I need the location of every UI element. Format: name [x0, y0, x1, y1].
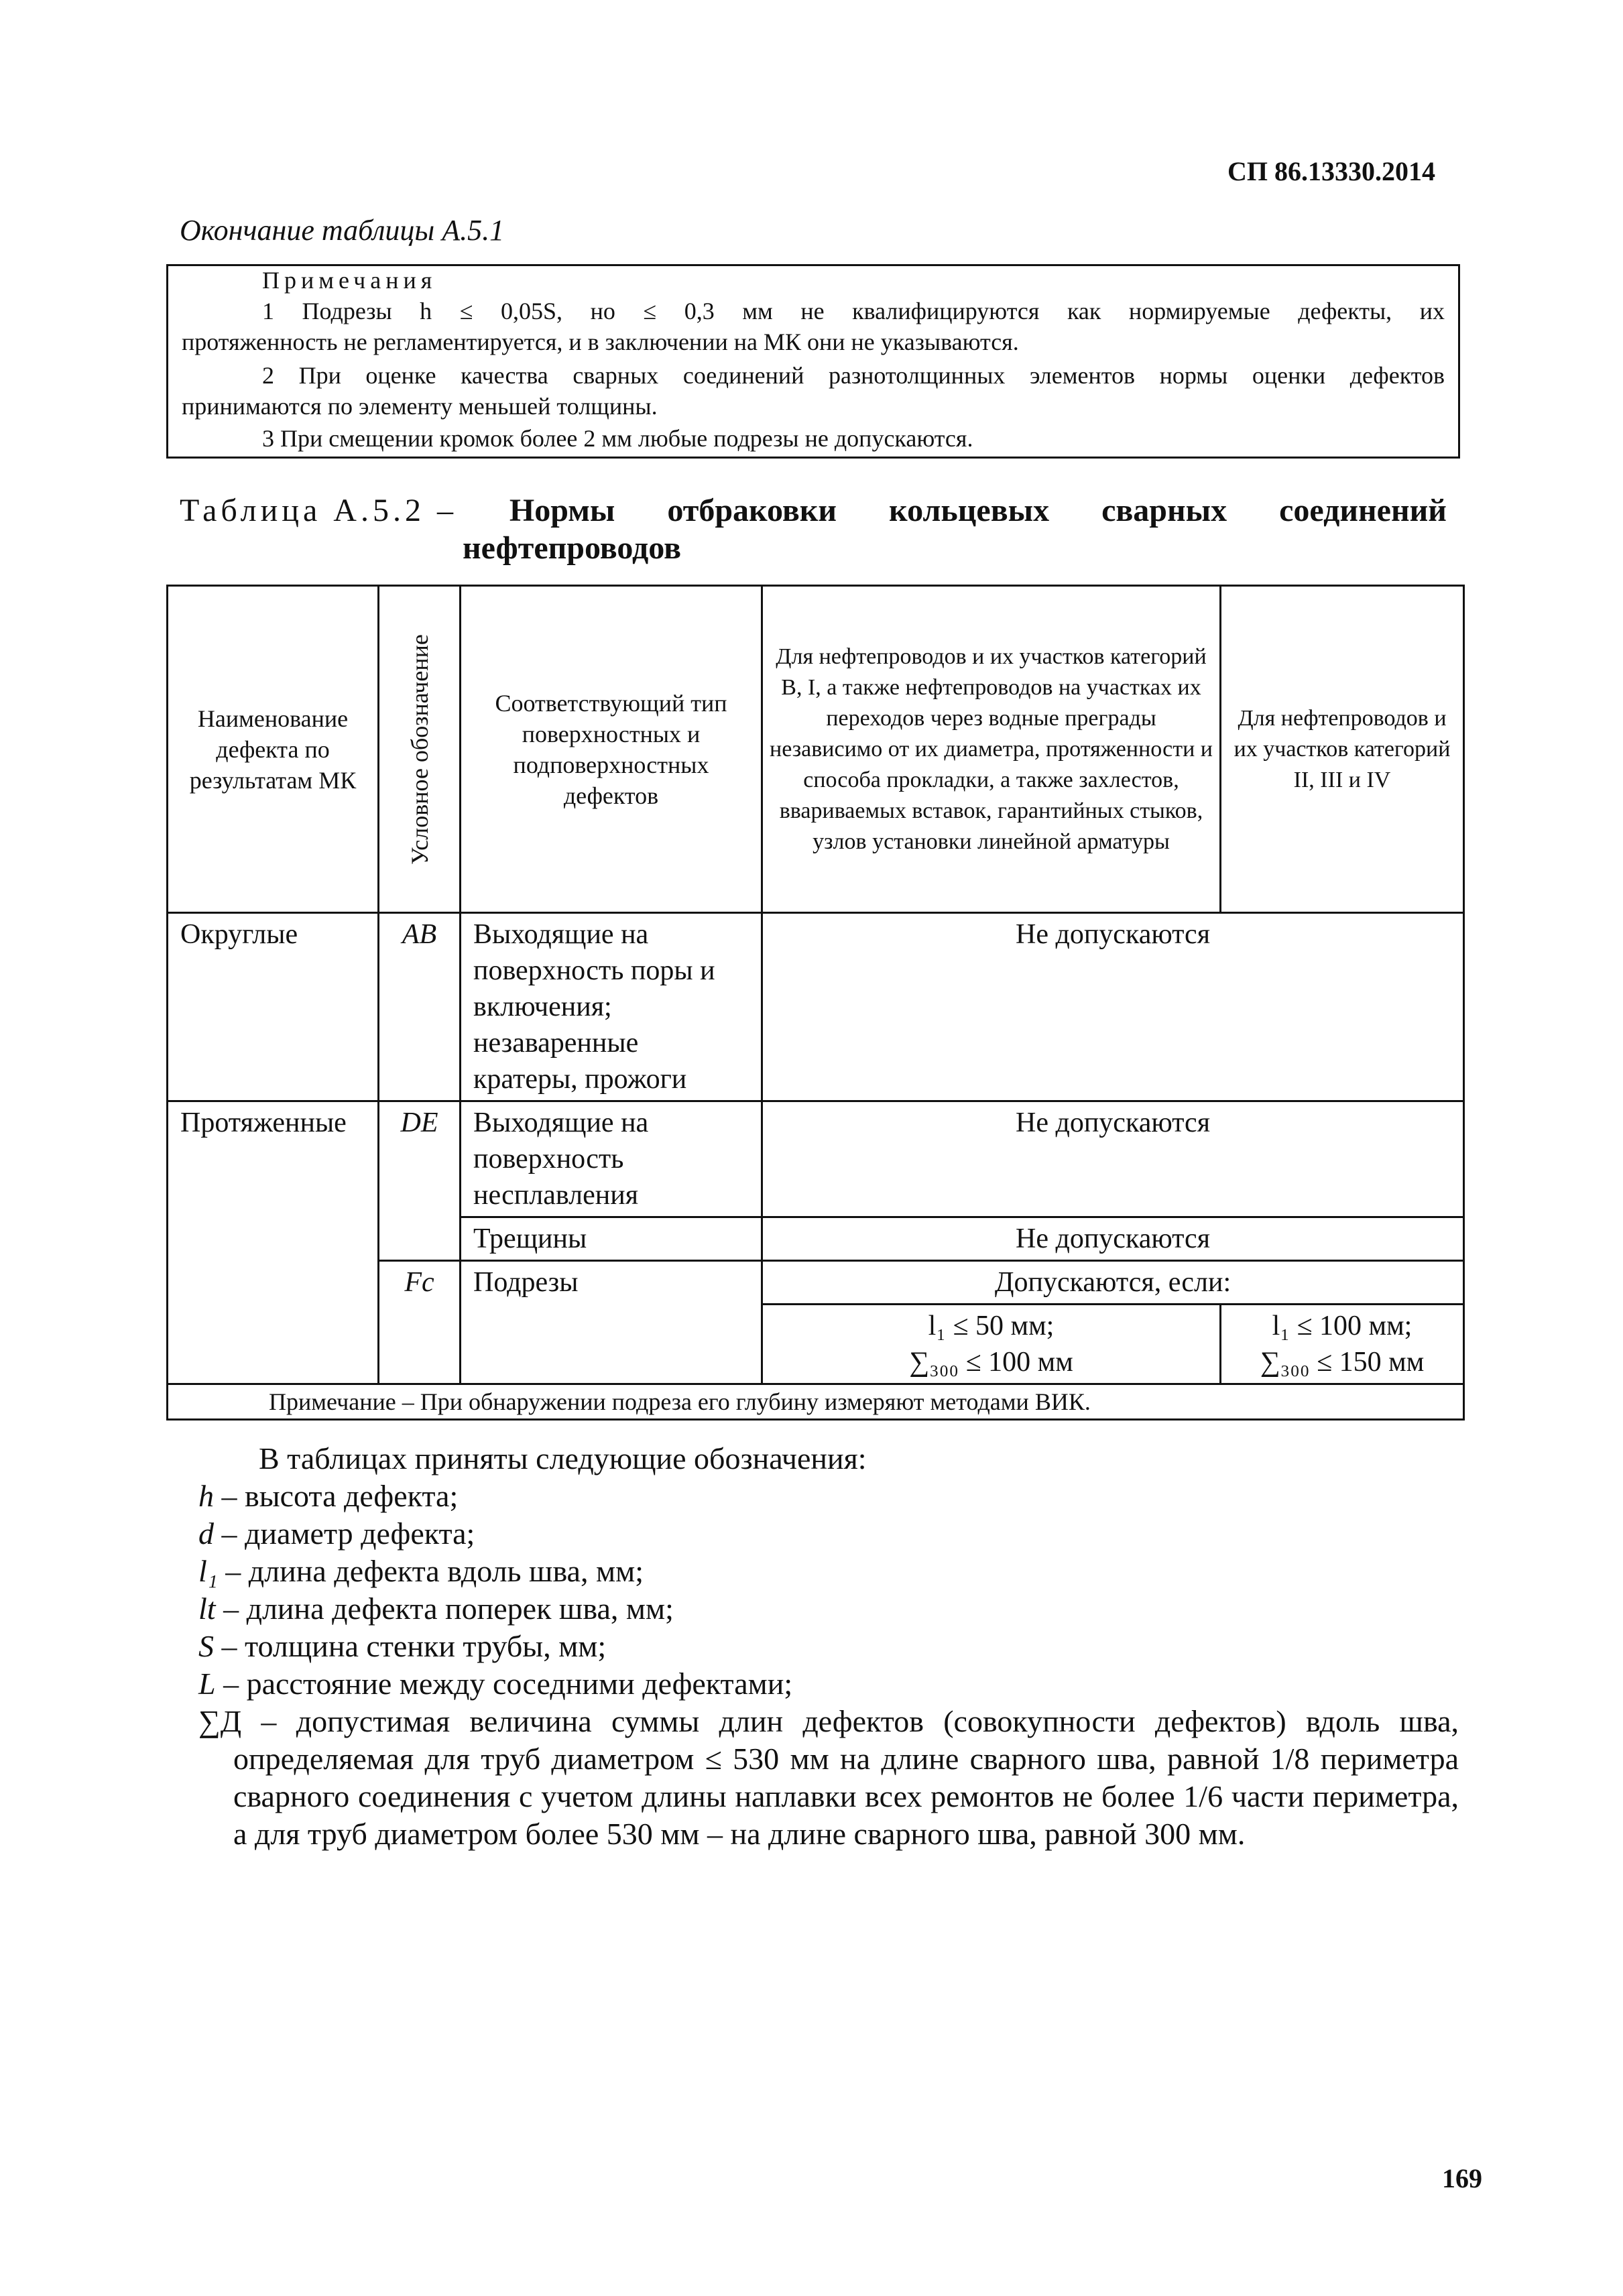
table-header-row	[168, 586, 1464, 913]
cell-norm: Не допускаются	[762, 1101, 1464, 1217]
legend-item	[198, 1515, 1459, 1553]
legend-symbol: l₁	[198, 1554, 218, 1588]
cell-defect-type: Трещины	[461, 1217, 762, 1261]
note-2-line-2: принимаются по элементу меньшей толщины.	[182, 393, 658, 420]
legend-text: – высота дефекта;	[214, 1479, 459, 1513]
header-category-high: Для нефтепроводов и их участков категорий В, I, а также нефтепроводов на участках их переходов через водные преграды независимо от их диаметра, протяженности и способа прокладки, а также захлестов, ввариваемых вставок, гарантийных стыков, узлов установки линейной арматуры	[762, 586, 1221, 913]
header-category-low: Для нефтепроводов и их участков категорий II, III и IV	[1221, 586, 1464, 913]
cell-norm-category-low	[1221, 1305, 1464, 1384]
note-2-line-1: 2 При оценке качества сварных соединений разнотолщинных элементов нормы оценки дефектов	[262, 362, 1445, 389]
table-title-word: отбраковки	[667, 493, 837, 528]
legend-symbol: d	[198, 1516, 214, 1551]
cell-defect-name: Округлые	[168, 913, 379, 1101]
legend-text: – расстояние между соседними дефектами;	[215, 1667, 793, 1701]
table-row	[168, 1101, 1464, 1217]
legend-item	[198, 1665, 1459, 1703]
legend-text: – длина дефекта поперек шва, мм;	[215, 1591, 674, 1626]
header-defect-type: Соответствующий тип поверхностных и подповерхностных дефектов	[461, 586, 762, 913]
table-note-row	[168, 1384, 1464, 1420]
legend-text: – диаметр дефекта;	[214, 1516, 475, 1551]
legend-symbol: h	[198, 1479, 214, 1513]
table-title-word: Нормы	[509, 493, 615, 528]
continuation-caption: Окончание таблицы А.5.1	[180, 214, 505, 247]
cell-defect-name: Протяженные	[168, 1101, 379, 1384]
header-symbol	[379, 586, 461, 913]
cell-defect-type: Выходящие на поверхность несплавления	[461, 1101, 762, 1217]
table-title-word: соединений	[1279, 493, 1447, 528]
legend-item	[198, 1590, 1459, 1628]
symbols-legend	[198, 1440, 1459, 1853]
table-title	[180, 492, 1447, 567]
legend-text: – длина дефекта вдоль шва, мм;	[217, 1554, 644, 1588]
norm-sum-high: ∑₃₀₀ ≤ 100 мм	[909, 1347, 1073, 1378]
table-title-line-2: нефтепроводов	[463, 530, 682, 566]
table-title-word: сварных	[1101, 493, 1227, 528]
cell-symbol: Fc	[379, 1261, 461, 1384]
table-note: Примечание – При обнаружении подреза его глубину измеряют методами ВИК.	[168, 1384, 1464, 1420]
legend-symbol: lt	[198, 1591, 216, 1626]
note-1-line-2: протяженность не регламентируется, и в заключении на МК они не указываются.	[182, 328, 1019, 355]
legend-sum-item: ∑Д – допустимая величина суммы длин дефектов (совокупности дефектов) вдоль шва, определяемая для труб диаметром ≤ 530 мм на длине сварного шва, равной 1/8 периметра сварного соединения с учетом длины наплавки всех ремонтов не более 1/6 части периметра, а для труб диаметром более 530 мм – на длине сварного шва, равной 300 мм.	[198, 1704, 1459, 1851]
legend-symbol: L	[198, 1667, 216, 1701]
norm-l1-low: l₁ ≤ 100 мм;	[1272, 1311, 1412, 1341]
cell-symbol: DE	[379, 1101, 461, 1261]
legend-symbol: S	[198, 1629, 214, 1663]
cell-norm: Не допускаются	[762, 913, 1464, 1101]
norm-sum-low: ∑₃₀₀ ≤ 150 мм	[1260, 1347, 1425, 1378]
cell-symbol: AB	[379, 913, 461, 1101]
document-code: СП 86.13330.2014	[1227, 156, 1435, 186]
table-title-label: Таблица А.5.2 –	[180, 493, 457, 528]
legend-item	[198, 1553, 1459, 1590]
legend-item	[198, 1477, 1459, 1515]
page-number: 169	[1442, 2163, 1482, 2193]
cell-defect-type: Выходящие на поверхность поры и включения; незаваренные кратеры, прожоги	[461, 913, 762, 1101]
cell-norm: Допускаются, если:	[762, 1261, 1464, 1305]
table-title-word: кольцевых	[889, 493, 1050, 528]
legend-item	[198, 1628, 1459, 1665]
norm-l1-high: l₁ ≤ 50 мм;	[928, 1311, 1055, 1341]
header-defect-name: Наименование дефекта по результатам МК	[168, 586, 379, 913]
cell-norm-category-high	[762, 1305, 1221, 1384]
notes-box	[166, 264, 1460, 459]
legend-text: – толщина стенки трубы, мм;	[214, 1629, 607, 1663]
note-3: 3 При смещении кромок более 2 мм любые подрезы не допускаются.	[262, 425, 973, 452]
defect-norms-table	[166, 585, 1465, 1421]
legend-intro: В таблицах приняты следующие обозначения:	[259, 1441, 867, 1475]
note-1-line-1: 1 Подрезы h ≤ 0,05S, но ≤ 0,3 мм не квалифицируются как нормируемые дефекты, их	[262, 298, 1445, 324]
table-row	[168, 913, 1464, 1101]
header-symbol-text: Условное обозначение	[406, 633, 433, 865]
notes-title: Примечания	[262, 267, 437, 294]
cell-norm: Не допускаются	[762, 1217, 1464, 1261]
cell-defect-type: Подрезы	[461, 1261, 762, 1384]
